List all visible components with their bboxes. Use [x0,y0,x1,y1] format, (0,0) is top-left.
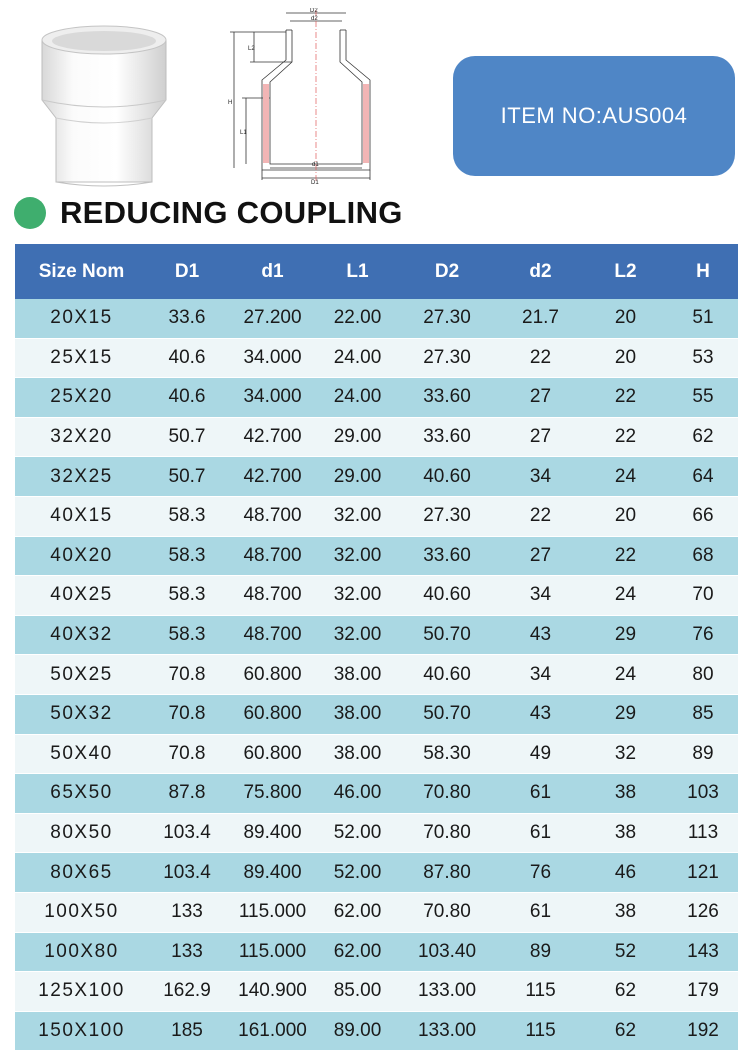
cell-d2: 43 [498,615,583,655]
header-d2: d2 [498,244,583,299]
header-d1: d1 [226,244,319,299]
cell-d2: 115 [498,1011,583,1051]
cell-L1: 32.00 [319,496,396,536]
cell-size-nom: 100X80 [15,932,148,972]
cell-H: 143 [668,932,738,972]
label-D1: D1 [311,180,319,186]
cell-D2: 133.00 [396,1011,498,1051]
cell-L1: 52.00 [319,853,396,893]
item-number-label: ITEM NO:AUS004 [500,103,688,128]
cell-H: 89 [668,734,738,774]
spec-table [15,244,738,1051]
cell-size-nom: 32X20 [15,417,148,457]
header-D1: D1 [148,244,226,299]
cell-H: 80 [668,655,738,695]
table-row [15,813,738,853]
cell-d1: 42.700 [226,457,319,497]
cell-L2: 24 [583,655,668,695]
cell-L1: 32.00 [319,536,396,576]
cell-D1: 58.3 [148,496,226,536]
cell-d1: 75.800 [226,774,319,814]
cell-L1: 24.00 [319,338,396,378]
item-number-box [453,56,735,176]
cell-H: 53 [668,338,738,378]
cell-d1: 34.000 [226,378,319,418]
cell-H: 55 [668,378,738,418]
table-row [15,892,738,932]
cell-L1: 38.00 [319,734,396,774]
cell-D2: 40.60 [396,576,498,616]
cell-H: 70 [668,576,738,616]
cell-d1: 60.800 [226,694,319,734]
cell-d1: 161.000 [226,1011,319,1051]
cell-d2: 34 [498,576,583,616]
cell-size-nom: 125X100 [15,972,148,1012]
cell-size-nom: 50X40 [15,734,148,774]
cell-D2: 27.30 [396,299,498,338]
cell-D1: 87.8 [148,774,226,814]
cell-D2: 103.40 [396,932,498,972]
cell-D2: 70.80 [396,774,498,814]
cell-d2: 115 [498,972,583,1012]
cell-d2: 27 [498,378,583,418]
cell-L1: 62.00 [319,892,396,932]
cell-H: 64 [668,457,738,497]
cell-L2: 38 [583,813,668,853]
table-row [15,853,738,893]
cell-D1: 103.4 [148,853,226,893]
cell-d1: 27.200 [226,299,319,338]
header-H: H [668,244,738,299]
cell-size-nom: 25X20 [15,378,148,418]
cell-D2: 33.60 [396,417,498,457]
product-header [0,0,750,238]
cell-D1: 185 [148,1011,226,1051]
cell-H: 121 [668,853,738,893]
cell-d2: 61 [498,813,583,853]
cell-D1: 103.4 [148,813,226,853]
cell-L1: 32.00 [319,576,396,616]
cell-d2: 61 [498,774,583,814]
cell-d2: 61 [498,892,583,932]
cell-D1: 162.9 [148,972,226,1012]
cell-L2: 20 [583,496,668,536]
table-row [15,576,738,616]
cell-d1: 115.000 [226,932,319,972]
cell-D2: 70.80 [396,813,498,853]
table-row [15,972,738,1012]
spec-table-container [15,244,738,1051]
cell-d2: 27 [498,417,583,457]
cell-L1: 29.00 [319,417,396,457]
cell-L1: 24.00 [319,378,396,418]
cell-size-nom: 50X25 [15,655,148,695]
header-size-nom: Size Nom [15,244,148,299]
cell-d1: 89.400 [226,853,319,893]
cell-L2: 22 [583,417,668,457]
cell-L2: 46 [583,853,668,893]
cell-L2: 38 [583,774,668,814]
cell-L2: 20 [583,338,668,378]
cell-size-nom: 50X32 [15,694,148,734]
table-row [15,932,738,972]
cell-L2: 38 [583,892,668,932]
cell-D1: 50.7 [148,457,226,497]
cell-H: 51 [668,299,738,338]
cell-L2: 22 [583,378,668,418]
label-L1: L1 [240,130,247,136]
cell-D2: 33.60 [396,378,498,418]
cell-L2: 52 [583,932,668,972]
cell-size-nom: 150X100 [15,1011,148,1051]
cell-d1: 42.700 [226,417,319,457]
cell-L1: 62.00 [319,932,396,972]
cell-d2: 89 [498,932,583,972]
dimension-drawing [218,8,388,186]
cell-D2: 40.60 [396,655,498,695]
label-H: H [228,100,233,106]
cell-L2: 24 [583,576,668,616]
cell-L1: 89.00 [319,1011,396,1051]
cell-L1: 85.00 [319,972,396,1012]
table-row [15,1011,738,1051]
coupling-photo [34,22,174,192]
title-row [14,193,403,233]
table-row [15,615,738,655]
cell-d1: 48.700 [226,496,319,536]
cell-d1: 48.700 [226,536,319,576]
cell-D1: 40.6 [148,378,226,418]
cell-L2: 62 [583,1011,668,1051]
cell-D2: 87.80 [396,853,498,893]
table-row [15,338,738,378]
cell-H: 126 [668,892,738,932]
cell-d1: 89.400 [226,813,319,853]
cell-d1: 60.800 [226,734,319,774]
cell-d2: 43 [498,694,583,734]
label-d2: d2 [311,16,318,22]
cell-L1: 38.00 [319,655,396,695]
cell-L1: 22.00 [319,299,396,338]
cell-D1: 133 [148,892,226,932]
table-row [15,734,738,774]
cell-L2: 32 [583,734,668,774]
cell-H: 113 [668,813,738,853]
cell-D1: 70.8 [148,734,226,774]
cell-d1: 48.700 [226,576,319,616]
cell-size-nom: 40X15 [15,496,148,536]
table-row [15,496,738,536]
cell-D1: 58.3 [148,576,226,616]
cell-D2: 50.70 [396,694,498,734]
cell-D1: 133 [148,932,226,972]
cell-L2: 24 [583,457,668,497]
cell-size-nom: 80X65 [15,853,148,893]
cell-D2: 27.30 [396,338,498,378]
table-row [15,378,738,418]
cell-size-nom: 20X15 [15,299,148,338]
cell-L1: 29.00 [319,457,396,497]
cell-D2: 50.70 [396,615,498,655]
cell-d1: 34.000 [226,338,319,378]
cell-L2: 22 [583,536,668,576]
cell-H: 68 [668,536,738,576]
cell-d2: 27 [498,536,583,576]
cell-H: 66 [668,496,738,536]
table-row [15,457,738,497]
cell-L1: 38.00 [319,694,396,734]
cell-D2: 27.30 [396,496,498,536]
label-L2: L2 [248,46,255,52]
cell-size-nom: 40X32 [15,615,148,655]
cell-D2: 33.60 [396,536,498,576]
cell-d2: 34 [498,655,583,695]
cell-D2: 58.30 [396,734,498,774]
header-L2: L2 [583,244,668,299]
cell-D2: 70.80 [396,892,498,932]
cell-L1: 46.00 [319,774,396,814]
cell-L2: 29 [583,615,668,655]
cell-D1: 33.6 [148,299,226,338]
cell-D1: 70.8 [148,694,226,734]
header-D2: D2 [396,244,498,299]
cell-d2: 22 [498,496,583,536]
header-L1: L1 [319,244,396,299]
cell-L2: 62 [583,972,668,1012]
cell-H: 76 [668,615,738,655]
cell-H: 192 [668,1011,738,1051]
table-row [15,694,738,734]
cell-size-nom: 40X20 [15,536,148,576]
cell-d1: 115.000 [226,892,319,932]
cell-L1: 32.00 [319,615,396,655]
cell-L2: 20 [583,299,668,338]
cell-D1: 58.3 [148,536,226,576]
cell-size-nom: 40X25 [15,576,148,616]
label-D2: D2 [310,8,318,14]
cell-H: 179 [668,972,738,1012]
cell-D1: 40.6 [148,338,226,378]
cell-size-nom: 32X25 [15,457,148,497]
cell-D2: 40.60 [396,457,498,497]
table-row [15,299,738,338]
cell-d2: 34 [498,457,583,497]
label-d1: d1 [312,162,319,168]
page-title: REDUCING COUPLING [60,195,403,230]
cell-D1: 58.3 [148,615,226,655]
cell-d2: 21.7 [498,299,583,338]
cell-size-nom: 80X50 [15,813,148,853]
cell-size-nom: 100X50 [15,892,148,932]
bullet-dot-icon [14,197,46,229]
cell-d1: 140.900 [226,972,319,1012]
cell-size-nom: 65X50 [15,774,148,814]
cell-L2: 29 [583,694,668,734]
cell-d2: 76 [498,853,583,893]
cell-d2: 22 [498,338,583,378]
cell-D1: 50.7 [148,417,226,457]
cell-d2: 49 [498,734,583,774]
table-body [15,299,738,1051]
cell-H: 103 [668,774,738,814]
cell-L1: 52.00 [319,813,396,853]
table-row [15,417,738,457]
cell-D2: 133.00 [396,972,498,1012]
table-row [15,536,738,576]
cell-D1: 70.8 [148,655,226,695]
cell-H: 62 [668,417,738,457]
cell-d1: 48.700 [226,615,319,655]
table-row [15,655,738,695]
cell-size-nom: 25X15 [15,338,148,378]
table-header-row [15,244,738,299]
cell-d1: 60.800 [226,655,319,695]
cell-H: 85 [668,694,738,734]
table-row [15,774,738,814]
